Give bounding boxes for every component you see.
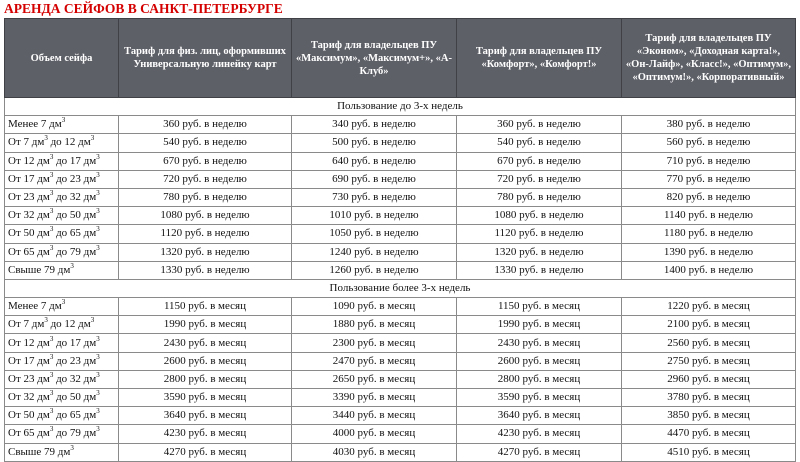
price-cell: 1120 руб. в неделю [457, 225, 622, 243]
volume-unit-exponent: 3 [96, 407, 100, 416]
volume-text-upper: до 23 дм [53, 172, 97, 185]
safe-rental-table [4, 18, 796, 462]
volume-text-upper: до 50 дм [53, 209, 97, 222]
price-cell: 340 руб. в неделю [292, 116, 457, 134]
price-cell: 360 руб. в неделю [457, 116, 622, 134]
price-cell: 780 руб. в неделю [119, 188, 292, 206]
volume-unit-exponent: 3 [96, 207, 100, 216]
volume-cell [5, 370, 119, 388]
volume-unit-exponent: 3 [96, 425, 100, 434]
price-cell: 720 руб. в неделю [457, 170, 622, 188]
price-cell: 2300 руб. в месяц [292, 334, 457, 352]
table-row [5, 425, 796, 443]
header-tariff-economy: Тариф для владельцев ПУ «Эконом», «Доходная карта!», «Он-Лайф», «Класс!», «Оптимум», «Оптимум!», «Корпоративный» [622, 19, 796, 98]
volume-unit-exponent: 3 [90, 316, 95, 325]
price-cell: 3390 руб. в месяц [292, 389, 457, 407]
volume-unit-exponent: 3 [49, 370, 54, 379]
volume-cell [5, 261, 119, 279]
volume-text-upper: до 79 дм [53, 245, 97, 258]
volume-unit-exponent: 3 [96, 189, 100, 198]
volume-cell [5, 134, 119, 152]
volume-unit-exponent: 3 [96, 334, 100, 343]
volume-text: От 17 дм [8, 172, 50, 185]
price-cell: 640 руб. в неделю [292, 152, 457, 170]
volume-cell [5, 225, 119, 243]
price-cell: 4470 руб. в месяц [622, 425, 796, 443]
volume-text: От 50 дм [8, 227, 50, 240]
table-header-row [5, 19, 796, 98]
volume-text-upper: до 32 дм [53, 191, 97, 204]
table-row [5, 316, 796, 334]
volume-text-upper: до 79 дм [53, 427, 97, 440]
price-cell: 2430 руб. в месяц [457, 334, 622, 352]
price-cell: 360 руб. в неделю [119, 116, 292, 134]
price-cell: 690 руб. в неделю [292, 170, 457, 188]
price-cell: 1180 руб. в неделю [622, 225, 796, 243]
table-row [5, 261, 796, 279]
price-cell: 1320 руб. в неделю [119, 243, 292, 261]
volume-unit-exponent: 3 [44, 134, 48, 143]
table-row [5, 352, 796, 370]
volume-text-upper: до 32 дм [53, 372, 97, 385]
volume-unit-exponent: 3 [70, 261, 74, 270]
volume-unit-exponent: 3 [96, 370, 100, 379]
price-cell: 1390 руб. в неделю [622, 243, 796, 261]
volume-text-upper: до 65 дм [53, 409, 97, 422]
table-row [5, 443, 796, 461]
volume-cell [5, 188, 119, 206]
table-row [5, 170, 796, 188]
price-cell: 4000 руб. в месяц [292, 425, 457, 443]
price-cell: 1330 руб. в неделю [119, 261, 292, 279]
price-cell: 730 руб. в неделю [292, 188, 457, 206]
volume-unit-exponent: 3 [61, 116, 66, 125]
volume-cell [5, 425, 119, 443]
price-cell: 2600 руб. в месяц [457, 352, 622, 370]
price-cell: 1140 руб. в неделю [622, 207, 796, 225]
price-cell: 1050 руб. в неделю [292, 225, 457, 243]
volume-text: Менее 7 дм [8, 118, 62, 131]
volume-unit-exponent: 3 [49, 389, 54, 398]
volume-text-upper: до 12 дм [47, 318, 91, 331]
header-tariff-maximum: Тариф для владельцев ПУ «Максимум», «Максимум+», «А-Клуб» [292, 19, 457, 98]
volume-unit-exponent: 3 [49, 152, 54, 161]
section-label: Пользование более 3-х недель [5, 279, 796, 297]
volume-unit-exponent: 3 [70, 443, 74, 452]
volume-unit-exponent: 3 [49, 207, 54, 216]
price-cell: 2470 руб. в месяц [292, 352, 457, 370]
price-cell: 500 руб. в неделю [292, 134, 457, 152]
volume-unit-exponent: 3 [96, 352, 100, 361]
table-row [5, 116, 796, 134]
section-row [5, 279, 796, 297]
volume-unit-exponent: 3 [49, 189, 54, 198]
price-cell: 670 руб. в неделю [119, 152, 292, 170]
volume-text-upper: до 50 дм [53, 391, 97, 404]
price-cell: 4230 руб. в месяц [119, 425, 292, 443]
price-cell: 2650 руб. в месяц [292, 370, 457, 388]
price-cell: 3850 руб. в месяц [622, 407, 796, 425]
volume-unit-exponent: 3 [49, 170, 54, 179]
price-cell: 1990 руб. в месяц [119, 316, 292, 334]
volume-text: Свыше 79 дм [8, 445, 71, 458]
volume-unit-exponent: 3 [49, 243, 54, 252]
volume-unit-exponent: 3 [49, 407, 54, 416]
volume-text: От 7 дм [8, 136, 45, 149]
price-cell: 540 руб. в неделю [119, 134, 292, 152]
volume-cell [5, 352, 119, 370]
volume-text: От 12 дм [8, 154, 50, 167]
price-cell: 780 руб. в неделю [457, 188, 622, 206]
volume-unit-exponent: 3 [49, 425, 54, 434]
volume-unit-exponent: 3 [90, 134, 95, 143]
price-cell: 1220 руб. в месяц [622, 298, 796, 316]
header-tariff-comfort: Тариф для владельцев ПУ «Комфорт», «Комфорт!» [457, 19, 622, 98]
price-cell: 560 руб. в неделю [622, 134, 796, 152]
table-row [5, 407, 796, 425]
volume-cell [5, 116, 119, 134]
table-row [5, 389, 796, 407]
price-cell: 1080 руб. в неделю [457, 207, 622, 225]
price-cell: 1400 руб. в неделю [622, 261, 796, 279]
header-volume: Объем сейфа [5, 19, 119, 98]
price-cell: 3640 руб. в месяц [457, 407, 622, 425]
volume-unit-exponent: 3 [96, 225, 100, 234]
price-cell: 2750 руб. в месяц [622, 352, 796, 370]
price-cell: 1320 руб. в неделю [457, 243, 622, 261]
volume-text: Менее 7 дм [8, 300, 62, 313]
price-cell: 1090 руб. в месяц [292, 298, 457, 316]
price-cell: 2800 руб. в месяц [119, 370, 292, 388]
table-row [5, 243, 796, 261]
volume-unit-exponent: 3 [49, 352, 54, 361]
price-cell: 2960 руб. в месяц [622, 370, 796, 388]
price-cell: 1120 руб. в неделю [119, 225, 292, 243]
volume-text: От 12 дм [8, 336, 50, 349]
price-cell: 1080 руб. в неделю [119, 207, 292, 225]
table-row [5, 207, 796, 225]
price-cell: 1990 руб. в месяц [457, 316, 622, 334]
volume-text: От 23 дм [8, 191, 50, 204]
volume-text: От 65 дм [8, 427, 50, 440]
price-cell: 2100 руб. в месяц [622, 316, 796, 334]
volume-text: От 32 дм [8, 209, 50, 222]
volume-text: От 17 дм [8, 354, 50, 367]
table-row [5, 188, 796, 206]
price-cell: 3640 руб. в месяц [119, 407, 292, 425]
price-cell: 1880 руб. в месяц [292, 316, 457, 334]
price-cell: 4230 руб. в месяц [457, 425, 622, 443]
price-cell: 2560 руб. в месяц [622, 334, 796, 352]
volume-cell [5, 407, 119, 425]
volume-text: От 32 дм [8, 391, 50, 404]
section-row [5, 98, 796, 116]
table-row [5, 152, 796, 170]
price-cell: 1260 руб. в неделю [292, 261, 457, 279]
volume-text: От 50 дм [8, 409, 50, 422]
price-cell: 3440 руб. в месяц [292, 407, 457, 425]
price-cell: 3590 руб. в месяц [119, 389, 292, 407]
volume-unit-exponent: 3 [49, 225, 54, 234]
price-cell: 4030 руб. в месяц [292, 443, 457, 461]
volume-unit-exponent: 3 [44, 316, 48, 325]
price-cell: 2600 руб. в месяц [119, 352, 292, 370]
volume-text-upper: до 23 дм [53, 354, 97, 367]
volume-cell [5, 334, 119, 352]
volume-text-upper: до 17 дм [53, 154, 97, 167]
volume-cell [5, 443, 119, 461]
table-row [5, 334, 796, 352]
volume-text-upper: до 65 дм [53, 227, 97, 240]
volume-cell [5, 170, 119, 188]
volume-cell [5, 298, 119, 316]
price-cell: 380 руб. в неделю [622, 116, 796, 134]
price-cell: 1330 руб. в неделю [457, 261, 622, 279]
price-cell: 820 руб. в неделю [622, 188, 796, 206]
volume-cell [5, 243, 119, 261]
price-cell: 710 руб. в неделю [622, 152, 796, 170]
volume-cell [5, 207, 119, 225]
price-cell: 1010 руб. в неделю [292, 207, 457, 225]
table-row [5, 225, 796, 243]
volume-text: От 7 дм [8, 318, 45, 331]
volume-text-upper: до 17 дм [53, 336, 97, 349]
volume-text: От 65 дм [8, 245, 50, 258]
page-title: АРЕНДА СЕЙФОВ В САНКТ-ПЕТЕРБУРГЕ [4, 1, 283, 16]
price-cell: 2800 руб. в месяц [457, 370, 622, 388]
volume-unit-exponent: 3 [96, 152, 100, 161]
price-cell: 4510 руб. в месяц [622, 443, 796, 461]
volume-text-upper: до 12 дм [47, 136, 91, 149]
price-cell: 3590 руб. в месяц [457, 389, 622, 407]
price-cell: 2430 руб. в месяц [119, 334, 292, 352]
price-cell: 670 руб. в неделю [457, 152, 622, 170]
table-row [5, 370, 796, 388]
price-cell: 720 руб. в неделю [119, 170, 292, 188]
volume-cell [5, 389, 119, 407]
volume-text: Свыше 79 дм [8, 263, 71, 276]
volume-unit-exponent: 3 [61, 298, 66, 307]
price-cell: 540 руб. в неделю [457, 134, 622, 152]
volume-unit-exponent: 3 [96, 389, 100, 398]
price-cell: 3780 руб. в месяц [622, 389, 796, 407]
table-row [5, 134, 796, 152]
volume-text: От 23 дм [8, 372, 50, 385]
table-row [5, 298, 796, 316]
section-label: Пользование до 3-х недель [5, 98, 796, 116]
volume-cell [5, 316, 119, 334]
price-cell: 1150 руб. в месяц [119, 298, 292, 316]
price-cell: 1240 руб. в неделю [292, 243, 457, 261]
price-cell: 1150 руб. в месяц [457, 298, 622, 316]
price-cell: 4270 руб. в месяц [119, 443, 292, 461]
price-cell: 4270 руб. в месяц [457, 443, 622, 461]
price-cell: 770 руб. в неделю [622, 170, 796, 188]
volume-cell [5, 152, 119, 170]
volume-unit-exponent: 3 [96, 170, 100, 179]
header-tariff-universal: Тариф для физ. лиц, оформивших Универсальную линейку карт [119, 19, 292, 98]
volume-unit-exponent: 3 [96, 243, 100, 252]
volume-unit-exponent: 3 [49, 334, 54, 343]
